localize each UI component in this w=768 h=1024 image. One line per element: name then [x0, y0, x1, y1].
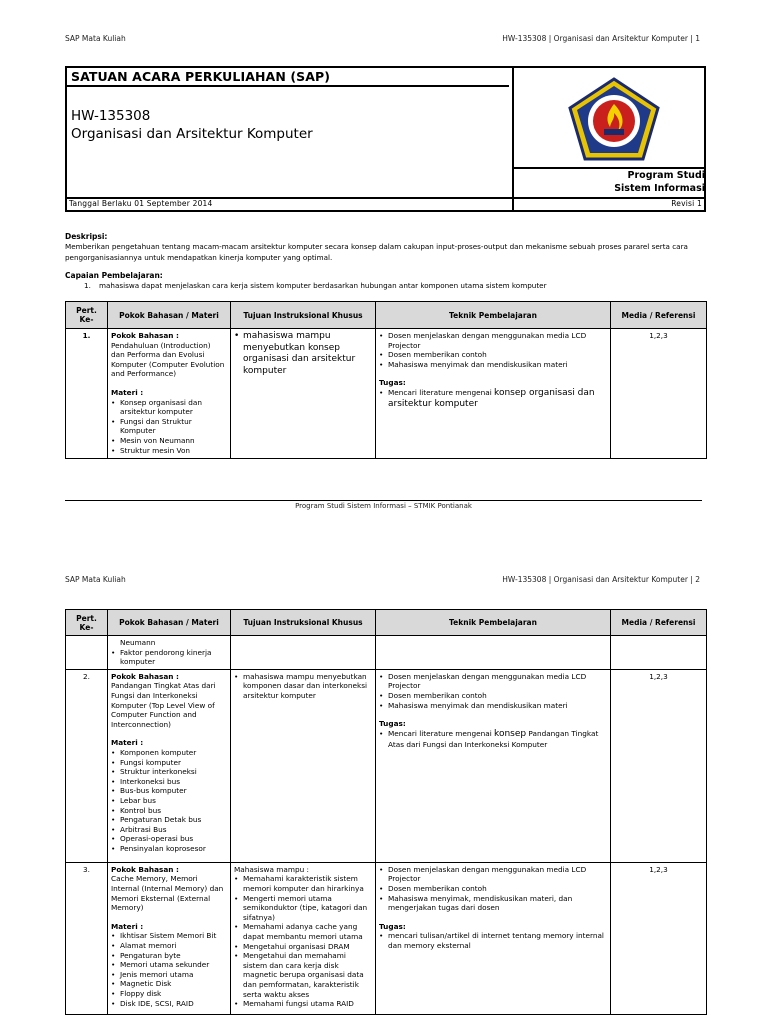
list-item: • Floppy disk: [111, 989, 227, 999]
list-item: • Kontrol bus: [111, 806, 227, 816]
list-item: • Dosen memberikan contoh: [379, 884, 607, 894]
list-item: • Fungsi komputer: [111, 758, 227, 768]
list-item: • Mengetahui organisasi DRAM: [234, 942, 372, 952]
footer-divider: [65, 500, 702, 501]
list-item: • Jenis memori utama: [111, 970, 227, 980]
col-media: Media / Referensi: [611, 302, 707, 329]
page-header-right: HW-135308 | Organisasi dan Arsitektur Komputer | 2: [502, 575, 700, 584]
list-item: • Dosen memberikan contoh: [379, 691, 607, 701]
col-pert: Pert. Ke-: [66, 302, 108, 329]
pokok-cell: Neumann • Faktor pendorong kinerja komputer: [108, 636, 231, 670]
list-item: • Memahami karakteristik sistem memori komputer dan hirarkinya: [234, 874, 372, 893]
page-header-left: SAP Mata Kuliah: [65, 34, 126, 43]
list-item: • Alamat memori: [111, 941, 227, 951]
col-pokok: Pokok Bahasan / Materi: [108, 302, 231, 329]
list-item: • Memori utama sekunder: [111, 960, 227, 970]
deskripsi-heading: Deskripsi:: [65, 232, 108, 241]
list-item: • Pensinyalan koprosesor: [111, 844, 227, 854]
list-item: • Konsep organisasi dan arsitektur komputer: [111, 398, 227, 417]
list-item: • Mencari literature mengenai konsep organisasi dan arsitektur komputer: [379, 388, 607, 411]
table-row: [66, 669, 707, 862]
page-header-right: HW-135308 | Organisasi dan Arsitektur Komputer | 1: [502, 34, 700, 43]
capaian-heading: Capaian Pembelajaran:: [65, 271, 163, 280]
list-item: • Mahasiswa menyimak dan mendiskusikan materi: [379, 360, 607, 370]
list-item: • Interkoneksi bus: [111, 777, 227, 787]
row-number: 1.: [66, 329, 108, 459]
list-item: • mencari tulisan/artikel di internet tentang memory internal dan memory eksternal: [379, 931, 607, 950]
page-header-left: SAP Mata Kuliah: [65, 575, 126, 584]
tanggal-berlaku: Tanggal Berlaku 01 September 2014: [69, 199, 213, 208]
list-item: • Dosen memberikan contoh: [379, 350, 607, 360]
sap-table-page2: [65, 609, 707, 1015]
list-item: • Mencari literature mengenai konsep Pandangan Tingkat Atas dari Fungsi dan Interkoneksi Komputer: [379, 729, 607, 750]
col-teknik: Teknik Pembelajaran: [376, 302, 611, 329]
page-footer: Program Studi Sistem Informasi – STMIK Pontianak: [295, 502, 472, 510]
capaian-number: 1.: [84, 281, 91, 290]
tujuan-cell: [231, 329, 376, 459]
list-item: • Struktur mesin Von: [111, 446, 227, 456]
capaian-item: mahasiswa dapat menjelaskan cara kerja sistem komputer berdasarkan hubungan antar komponen utama sistem komputer: [99, 281, 547, 290]
media-cell: 1,2,3: [611, 329, 707, 459]
list-item: • Fungsi dan Struktur Komputer: [111, 417, 227, 436]
list-item: • Memahami fungsi utama RAID: [234, 999, 372, 1009]
pokok-cell: Pokok Bahasan : Pandangan Tingkat Atas dari Fungsi dan Interkoneksi Komputer (Top Level View of Computer Function and Interconnection) Materi : • Komponen komputer • Fungsi komputer • Struktur interkoneksi • Interkoneksi bus • Bus-bus komputer • Lebar bus • Kontrol bus • Pengaturan Detak bus • Arbitrasi Bus • Operasi-operasi bus • Pensinyalan koprosesor: [108, 669, 231, 862]
media-cell: 1,2,3: [611, 669, 707, 862]
list-item: • Mesin von Neumann: [111, 436, 227, 446]
list-item: • mahasiswa mampu menyebutkan konsep organisasi dan arsitektur komputer: [234, 331, 372, 377]
table-header-row: [66, 302, 707, 329]
tujuan-cell: [231, 669, 376, 862]
row-number: 3.: [66, 862, 108, 1014]
list-item: • Memahami adanya cache yang dapat membantu memori utama: [234, 922, 372, 941]
list-item: • Faktor pendorong kinerja komputer: [111, 648, 227, 667]
list-item: • Operasi-operasi bus: [111, 834, 227, 844]
list-item: • Dosen menjelaskan dengan menggunakan media LCD Projector: [379, 672, 607, 691]
col-pert: Pert. Ke-: [66, 610, 108, 636]
list-item: • Komponen komputer: [111, 748, 227, 758]
list-item: • Magnetic Disk: [111, 979, 227, 989]
list-item: • Mengerti memori utama semikonduktor (tipe, katagori dan sifatnya): [234, 894, 372, 923]
media-cell: 1,2,3: [611, 862, 707, 1014]
list-item: • Disk IDE, SCSI, RAID: [111, 999, 227, 1009]
list-item: • Mengetahui dan memahami sistem dan cara kerja disk magnetic berupa organisasi data dan pemformatan, karakteristik serta waktu akses: [234, 951, 372, 999]
stmik-logo: [568, 77, 660, 161]
sap-header-box: [65, 66, 706, 212]
list-item: • Struktur interkoneksi: [111, 767, 227, 777]
tujuan-cell: Mahasiswa mampu : • Memahami karakteristik sistem memori komputer dan hirarkinya • Mengerti memori utama semikonduktor (tipe, katagori dan sifatnya) • Memahami adanya cache yang dapat membantu memori utama • Mengetahui organisasi DRAM • Mengetahui dan memahami sistem dan cara kerja disk magnetic berupa organisasi data dan pemformatan, karakteristik serta waktu akses • Memahami fungsi utama RAID: [231, 862, 376, 1014]
list-item: • Mahasiswa menyimak dan mendiskusikan materi: [379, 701, 607, 711]
table-row: [66, 329, 707, 459]
teknik-cell: • Dosen menjelaskan dengan menggunakan media LCD Projector • Dosen memberikan contoh • Mahasiswa menyimak dan mendiskusikan materi Tugas: • Mencari literature mengenai konsep Pandangan Tingkat Atas dari Fungsi dan Interkoneksi Komputer: [376, 669, 611, 862]
table-row: [66, 636, 707, 670]
list-item: • mahasiswa mampu menyebutkan komponen dasar dan interkoneksi arsitektur komputer: [234, 672, 372, 701]
teknik-cell: • Dosen menjelaskan dengan menggunakan media LCD Projector • Dosen memberikan contoh • Mahasiswa menyimak, mendiskusikan materi, dan mengerjakan tugas dari dosen Tugas: • mencari tulisan/artikel di internet tentang memory internal dan memory eksternal: [376, 862, 611, 1014]
list-item: • Pengaturan byte: [111, 951, 227, 961]
list-item: • Ikhtisar Sistem Memori Bit: [111, 931, 227, 941]
program-studi-label: Program Studi Sistem Informasi: [614, 170, 705, 194]
pokok-cell: Pokok Bahasan : Cache Memory, Memori Internal (Internal Memory) dan Memori Eksternal (External Memory) Materi : • Ikhtisar Sistem Memori Bit • Alamat memori • Pengaturan byte • Memori utama sekunder • Jenis memori utama • Magnetic Disk • Floppy disk • Disk IDE, SCSI, RAID: [108, 862, 231, 1014]
table-row: [66, 862, 707, 1014]
list-item: • Dosen menjelaskan dengan menggunakan media LCD Projector: [379, 331, 607, 350]
revisi-label: Revisi 1: [671, 199, 702, 208]
col-tujuan: Tujuan Instruksional Khusus: [231, 610, 376, 636]
course-code: HW-135308: [71, 108, 151, 124]
col-pokok: Pokok Bahasan / Materi: [108, 610, 231, 636]
list-item: • Dosen menjelaskan dengan menggunakan media LCD Projector: [379, 865, 607, 884]
sap-table-page1: [65, 301, 707, 459]
sap-title: SATUAN ACARA PERKULIAHAN (SAP): [71, 69, 331, 84]
row-number: 2.: [66, 669, 108, 862]
list-item: • Mahasiswa menyimak, mendiskusikan materi, dan mengerjakan tugas dari dosen: [379, 894, 607, 913]
deskripsi-text: Memberikan pengetahuan tentang macam-macam arsitektur komputer secara konsep dalam cakupan input-proses-output dan mekanisme sebuah proses pararel serta cara pengorganisasiannya untuk mendapatkan kinerja komputer yang optimal.: [65, 242, 688, 262]
col-teknik: Teknik Pembelajaran: [376, 610, 611, 636]
list-item: • Arbitrasi Bus: [111, 825, 227, 835]
list-item: • Bus-bus komputer: [111, 786, 227, 796]
teknik-cell: • Dosen menjelaskan dengan menggunakan media LCD Projector • Dosen memberikan contoh • Mahasiswa menyimak dan mendiskusikan materi Tugas: • Mencari literature mengenai konsep organisasi dan arsitektur komputer: [376, 329, 611, 459]
pokok-cell: Pokok Bahasan : Pendahuluan (Introduction) dan Performa dan Evolusi Komputer (Computer Evolution and Performance) Materi : • Konsep organisasi dan arsitektur komputer • Fungsi dan Struktur Komputer • Mesin von Neumann • Struktur mesin Von: [108, 329, 231, 459]
col-tujuan: Tujuan Instruksional Khusus: [231, 302, 376, 329]
course-name: Organisasi dan Arsitektur Komputer: [71, 126, 313, 142]
col-media: Media / Referensi: [611, 610, 707, 636]
list-item: • Pengaturan Detak bus: [111, 815, 227, 825]
list-item: • Lebar bus: [111, 796, 227, 806]
table-header-row: [66, 610, 707, 636]
